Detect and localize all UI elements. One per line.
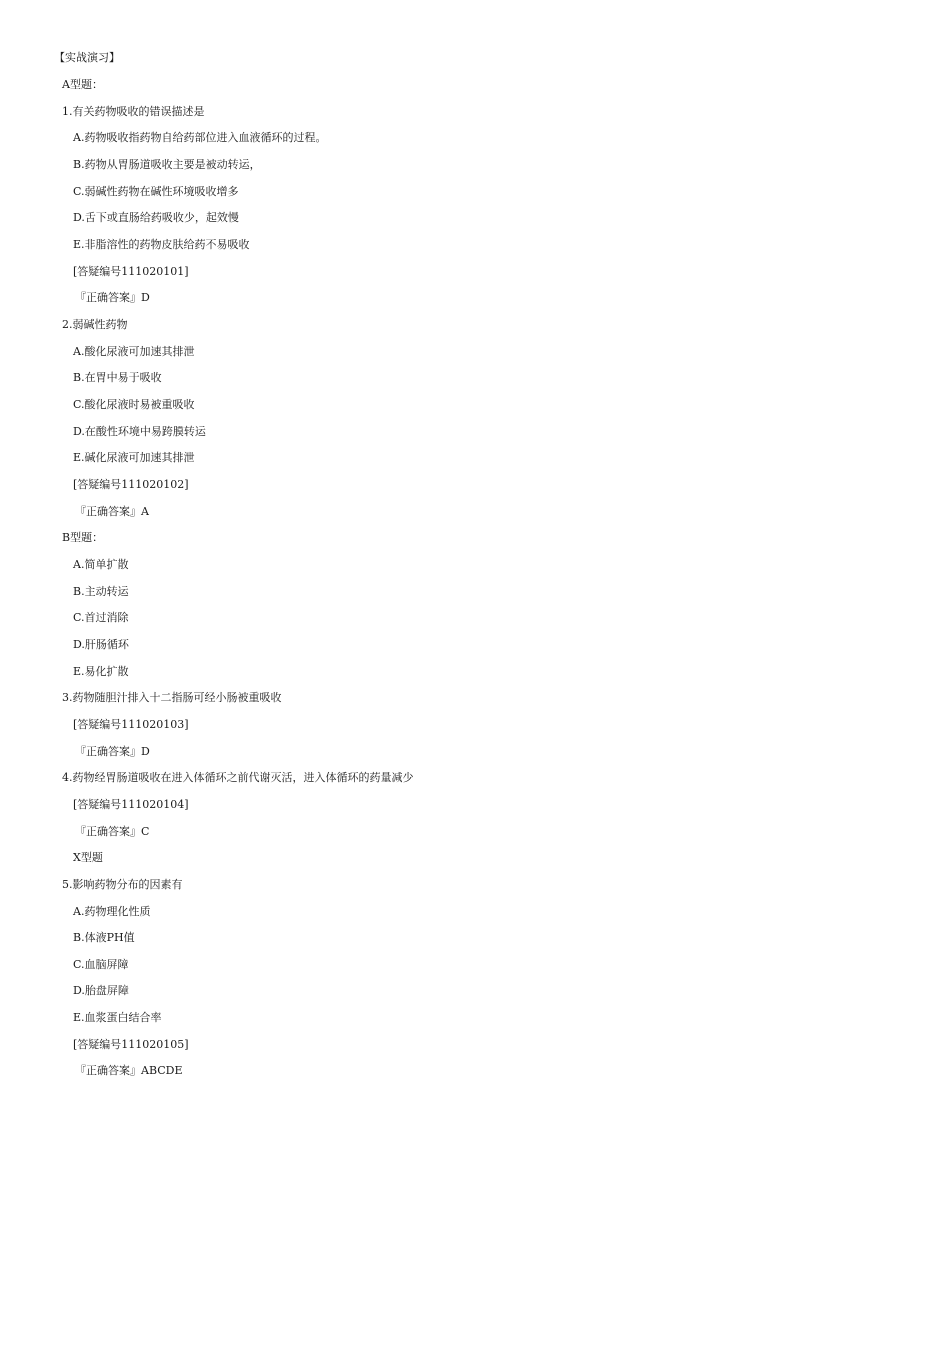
question-1-query-id: [答疑编号111020101]: [73, 265, 189, 278]
type-a-heading: A型题：: [62, 78, 103, 91]
question-3-stem: 3.药物随胆汁排入十二指肠可经小肠被重吸收: [62, 691, 282, 704]
question-4-answer: 『正确答案』C: [75, 825, 150, 838]
question-5-query-id: [答疑编号111020105]: [73, 1038, 189, 1051]
question-5-option-b: B.体液PH值: [73, 931, 135, 944]
type-b-option-c: C.首过消除: [73, 611, 129, 624]
question-1-option-c: C.弱碱性药物在碱性环境吸收增多: [73, 185, 239, 198]
type-b-option-e: E.易化扩散: [73, 665, 129, 678]
type-b-option-a: A.简单扩散: [73, 558, 129, 571]
question-5-option-a: A.药物理化性质: [73, 905, 151, 918]
question-2-option-b: B.在胃中易于吸收: [73, 371, 162, 384]
question-2-option-a: A.酸化尿液可加速其排泄: [73, 345, 195, 358]
type-b-option-b: B.主动转运: [73, 585, 129, 598]
question-3-query-id: [答疑编号111020103]: [73, 718, 189, 731]
question-4-query-id: [答疑编号111020104]: [73, 798, 189, 811]
question-2-answer: 『正确答案』A: [75, 505, 149, 518]
question-5-option-d: D.胎盘屏障: [73, 984, 129, 997]
question-1-option-e: E.非脂溶性的药物皮肤给药不易吸收: [73, 238, 250, 251]
type-b-option-d: D.肝肠循环: [73, 638, 129, 651]
question-5-stem: 5.影响药物分布的因素有: [62, 878, 183, 891]
question-2-stem: 2.弱碱性药物: [62, 318, 128, 331]
question-3-answer: 『正确答案』D: [75, 745, 150, 758]
question-4-stem: 4.药物经胃肠道吸收在进入体循环之前代谢灭活，进入体循环的药量减少: [62, 771, 414, 784]
question-5-option-e: E.血浆蛋白结合率: [73, 1011, 162, 1024]
question-2-query-id: [答疑编号111020102]: [73, 478, 189, 491]
question-2-option-e: E.碱化尿液可加速其排泄: [73, 451, 195, 464]
question-1-stem: 1.有关药物吸收的错误描述是: [62, 105, 205, 118]
section-title: 【实战演习】: [54, 51, 120, 64]
question-2-option-c: C.酸化尿液时易被重吸收: [73, 398, 195, 411]
type-x-heading: X型题: [73, 851, 103, 864]
question-5-answer: 『正确答案』ABCDE: [75, 1064, 183, 1077]
question-1-option-d: D.舌下或直肠给药吸收少，起效慢: [73, 211, 239, 224]
type-b-heading: B型题：: [62, 531, 104, 544]
question-1-option-a: A.药物吸收指药物自给药部位进入血液循环的过程。: [73, 131, 327, 144]
question-1-option-b: B.药物从胃肠道吸收主要是被动转运，: [73, 158, 261, 171]
question-5-option-c: C.血脑屏障: [73, 958, 129, 971]
question-1-answer: 『正确答案』D: [75, 291, 150, 304]
question-2-option-d: D.在酸性环境中易跨膜转运: [73, 425, 206, 438]
